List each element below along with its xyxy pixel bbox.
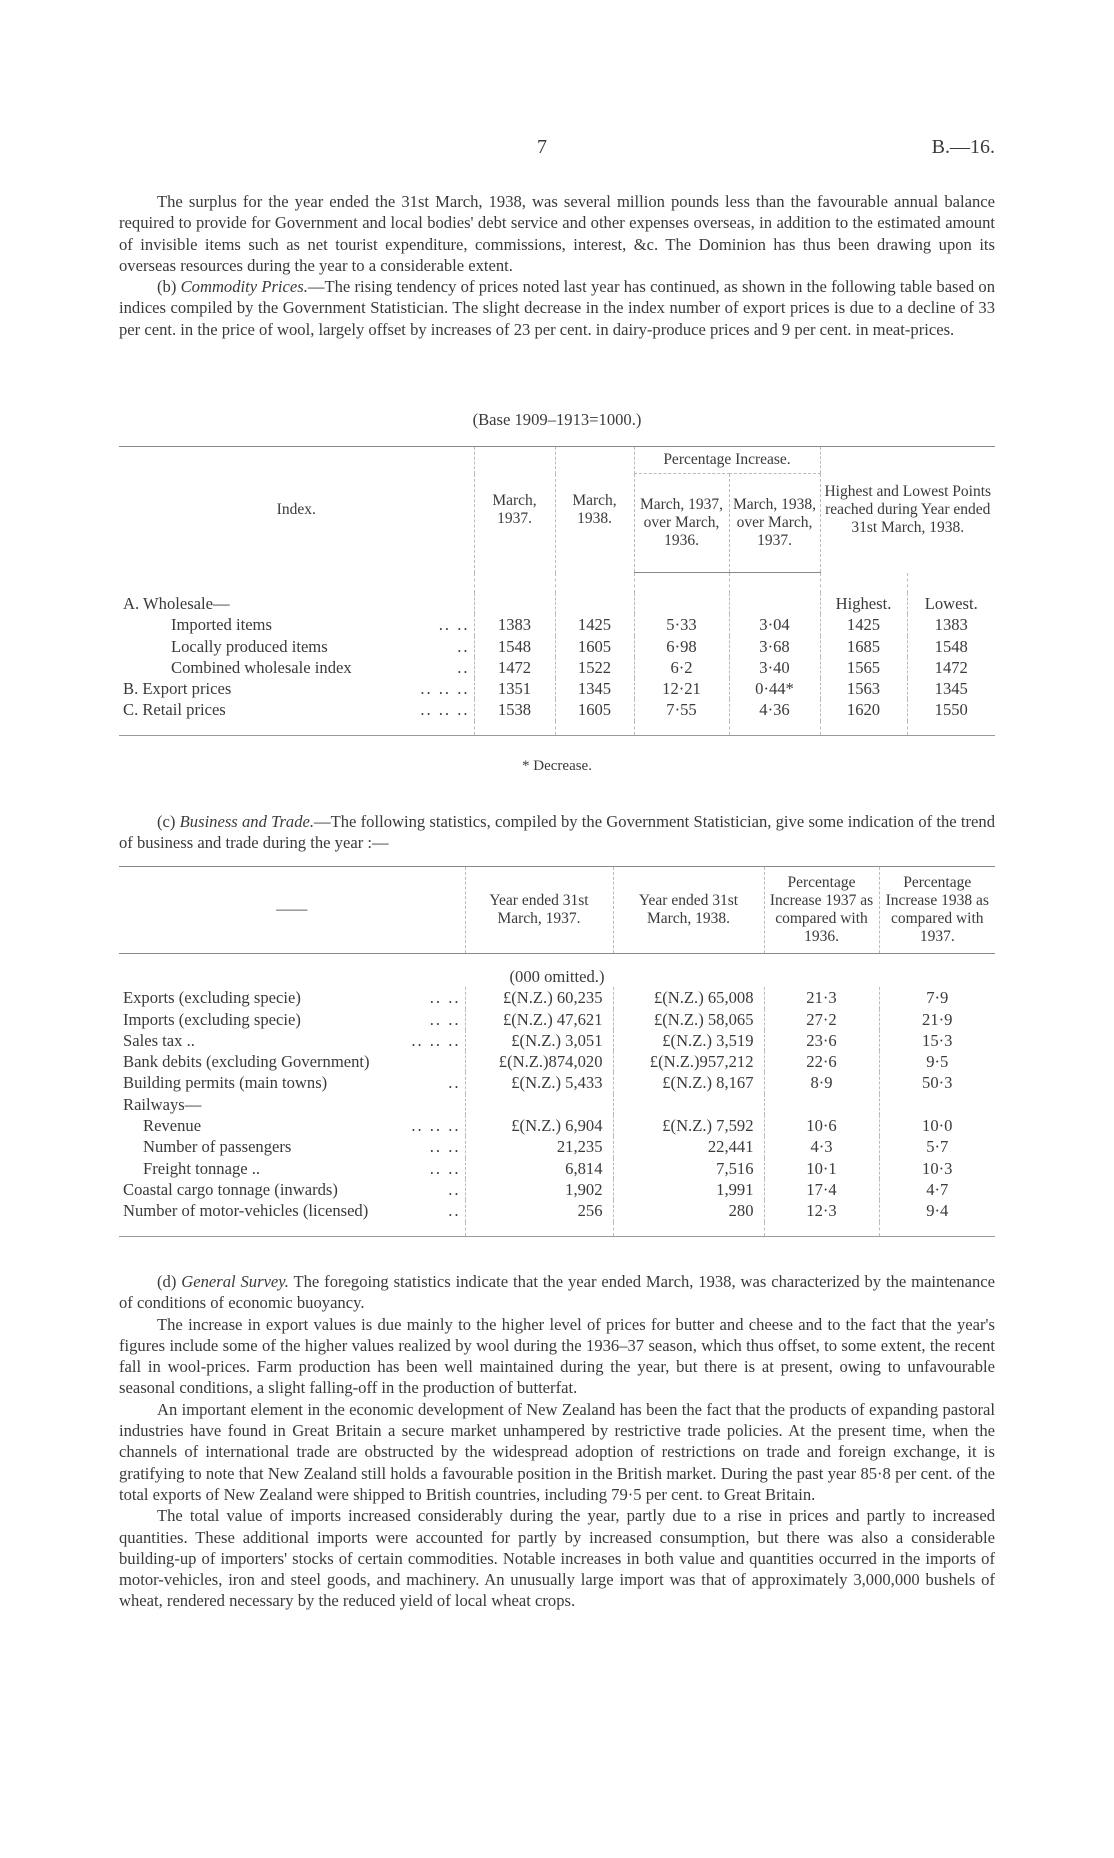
- leader-dots: .. ..: [429, 1137, 461, 1157]
- cell-value: 1605: [555, 699, 634, 720]
- table-row: [119, 1179, 995, 1200]
- cell-value: 22·6: [764, 1051, 879, 1072]
- table-row: [119, 657, 995, 678]
- cell-value: 10·6: [764, 1115, 879, 1136]
- cell-value: 1563: [820, 678, 907, 699]
- column-header-blank: ——: [119, 867, 465, 954]
- row-label-text: Railways—: [123, 1094, 202, 1114]
- cell-value: 9·5: [879, 1051, 995, 1072]
- cell-value: £(N.Z.) 47,621: [465, 1009, 613, 1030]
- row-label-text: Building permits (main towns): [123, 1073, 328, 1093]
- table-row: [119, 987, 995, 1008]
- row-label: [119, 1009, 465, 1030]
- cell-value: 7,516: [613, 1158, 764, 1179]
- cell-value: £(N.Z.) 5,433: [465, 1072, 613, 1093]
- table-row: [119, 699, 995, 720]
- subheader-lowest: Lowest.: [907, 593, 995, 614]
- row-label-text: Bank debits (excluding Government): [123, 1052, 370, 1072]
- page-header: [119, 136, 995, 160]
- cell-value: [465, 1094, 613, 1115]
- row-label: [119, 678, 474, 699]
- table-row: [119, 1030, 995, 1051]
- table-row: [119, 1094, 995, 1115]
- cell-value: £(N.Z.) 8,167: [613, 1072, 764, 1093]
- paragraph-general-survey: [119, 1271, 995, 1314]
- cell-value: 1383: [907, 614, 995, 635]
- cell-value: 1425: [555, 614, 634, 635]
- cell-value: [764, 1094, 879, 1115]
- leader-dots: ..: [448, 1179, 461, 1199]
- cell-value: 6·2: [634, 657, 729, 678]
- cell-value: £(N.Z.) 3,051: [465, 1030, 613, 1051]
- cell-value: 15·3: [879, 1030, 995, 1051]
- cell-value: 1548: [907, 636, 995, 657]
- row-label: [119, 1030, 465, 1051]
- table-caption: (Base 1909–1913=1000.): [472, 410, 642, 429]
- paragraph-export-values: The increase in export values is due mainly to the higher level of prices for butter and cheese and to the fact that the year's figures include some of the higher values realized by wool during the 1936–37 season, which thus offset, to some extent, the recent fall in wool-prices. Farm production has been well maintained during the year, but there is at present, owing to unfavourable seasonal conditions, a slight falling-off in the production of butterfat.: [119, 1314, 995, 1398]
- leader-dots: .. .. ..: [411, 1116, 461, 1136]
- row-label-text: Coastal cargo tonnage (inwards): [123, 1179, 338, 1199]
- leader-dots: .. ..: [438, 615, 470, 635]
- cell-value: 1,902: [465, 1179, 613, 1200]
- intro-section: [119, 191, 995, 340]
- row-label: [119, 1200, 465, 1221]
- row-label-text: Freight tonnage ..: [143, 1158, 261, 1178]
- cell-value: 3·04: [729, 614, 820, 635]
- leader-dots: ..: [448, 1201, 461, 1221]
- column-header-highest-lowest: Highest and Lowest Points reached during Year ended 31st March, 1938.: [820, 447, 995, 573]
- cell-value: 6,814: [465, 1158, 613, 1179]
- cell-value: 4·36: [729, 699, 820, 720]
- table-row: [119, 593, 995, 614]
- column-header-march-1938: March, 1938.: [555, 447, 634, 573]
- section-label: (d): [157, 1272, 177, 1291]
- cell-value: 1605: [555, 636, 634, 657]
- cell-value: 5·7: [879, 1136, 995, 1157]
- cell-value: 5·33: [634, 614, 729, 635]
- table-footnote: * Decrease.: [522, 758, 592, 774]
- units-note: (000 omitted.): [509, 967, 605, 986]
- business-trade-section: [119, 811, 995, 854]
- row-label: [119, 1115, 465, 1136]
- cell-value: 27·2: [764, 1009, 879, 1030]
- row-label-text: Number of motor-vehicles (licensed): [123, 1201, 369, 1221]
- cell-value: 10·1: [764, 1158, 879, 1179]
- cell-value: 7·9: [879, 987, 995, 1008]
- cell-value: 280: [613, 1200, 764, 1221]
- paragraph-text: —The following statistics, compiled by the Government Statistician, give some indication of the trend of business and trade during the year :—: [119, 812, 995, 853]
- row-label: [119, 657, 474, 678]
- cell-value: £(N.Z.) 7,592: [613, 1115, 764, 1136]
- row-label-text: Exports (excluding specie): [123, 988, 301, 1008]
- leader-dots: ..: [457, 657, 470, 677]
- cell-value: 1620: [820, 699, 907, 720]
- cell-value: 22,441: [613, 1136, 764, 1157]
- cell-value: 1548: [474, 636, 555, 657]
- table-row: [119, 1051, 995, 1072]
- row-label: [119, 987, 465, 1008]
- column-header-march-1937: March, 1937.: [474, 447, 555, 573]
- table-row: [119, 1136, 995, 1157]
- row-label: [119, 1072, 465, 1093]
- cell-value: 3·40: [729, 657, 820, 678]
- row-label-text: Revenue: [143, 1116, 202, 1136]
- cell-value: £(N.Z.) 58,065: [613, 1009, 764, 1030]
- table-row: [119, 678, 995, 699]
- section-title: Commodity Prices.: [180, 277, 308, 297]
- cell-value: 1550: [907, 699, 995, 720]
- price-index-table: [119, 446, 995, 736]
- column-header-pct-1937: Percentage Increase 1937 as compared with 1936.: [764, 867, 879, 954]
- cell-value: £(N.Z.) 3,519: [613, 1030, 764, 1051]
- leader-dots: .. .. ..: [420, 679, 470, 699]
- section-label: (c): [157, 812, 176, 831]
- cell-value: 12·21: [634, 678, 729, 699]
- cell-value: 23·6: [764, 1030, 879, 1051]
- column-header-percentage-increase: Percentage Increase.: [634, 447, 820, 474]
- cell-value: 1472: [907, 657, 995, 678]
- row-label: [119, 1094, 465, 1115]
- cell-value: 3·68: [729, 636, 820, 657]
- cell-value: 1345: [555, 678, 634, 699]
- cell-value: 1565: [820, 657, 907, 678]
- cell-value: 17·4: [764, 1179, 879, 1200]
- cell-value: 4·3: [764, 1136, 879, 1157]
- row-label: [119, 1179, 465, 1200]
- leader-dots: ..: [448, 1073, 461, 1093]
- row-label-text: Locally produced items: [171, 636, 328, 656]
- paragraph-commodity-prices: [119, 276, 995, 340]
- row-label-text: Combined wholesale index: [171, 657, 352, 677]
- table-row: [119, 1200, 995, 1221]
- row-label: [119, 1136, 465, 1157]
- row-label: [119, 1051, 465, 1072]
- section-title: General Survey.: [181, 1272, 289, 1291]
- cell-value: [613, 1094, 764, 1115]
- paragraph-text: —The rising tendency of prices noted last year has continued, as shown in the following table based on indices compiled by the Government Statistician. The slight decrease in the index number of export prices is due to a decline of 33 per cent. in the price of wool, largely offset by increases of 23 per cent. in dairy-produce prices and 9 per cent. in meat-prices.: [119, 277, 996, 339]
- cell-value: 10·3: [879, 1158, 995, 1179]
- column-header-pct-1937: March, 1937, over March, 1936.: [634, 474, 729, 573]
- row-label-text: Sales tax ..: [123, 1030, 195, 1050]
- leader-dots: .. ..: [429, 1009, 461, 1029]
- table-row: [119, 1115, 995, 1136]
- cell-value: 10·0: [879, 1115, 995, 1136]
- column-header-pct-1938: Percentage Increase 1938 as compared with 1937.: [879, 867, 995, 954]
- group-label: A. Wholesale—: [123, 594, 230, 613]
- row-label: [119, 636, 474, 657]
- table-row: [119, 1158, 995, 1179]
- row-label: [119, 699, 474, 720]
- cell-value: 1685: [820, 636, 907, 657]
- paragraph-surplus: The surplus for the year ended the 31st March, 1938, was several million pounds less than the favourable annual balance required to provide for Government and local bodies' debt service and other expenses overseas, in addition to the estimated amount of invisible items such as net tourist expenditure, commissions, interest, &c. The Dominion has thus been drawing upon its overseas resources during the year to a considerable extent.: [119, 192, 995, 275]
- cell-value: 1425: [820, 614, 907, 635]
- paragraph-british-market: An important element in the economic development of New Zealand has been the fact that the products of expanding pastoral industries have found in Great Britain a secure market unhampered by restrictive trade policies. At the present time, when the channels of international trade are obstructed by the widespread adoption of restrictions on trade and foreign exchange, it is gratifying to note that New Zealand still holds a favourable position in the British market. During the past year 85·8 per cent. of the total exports of New Zealand were shipped to British countries, including 79·5 per cent. to Great Britain.: [119, 1399, 995, 1504]
- section-title: Business and Trade.: [179, 812, 315, 831]
- row-label-text: Imports (excluding specie): [123, 1009, 301, 1029]
- cell-value: 1383: [474, 614, 555, 635]
- column-header-year-1938: Year ended 31st March, 1938.: [613, 867, 764, 954]
- leader-dots: .. .. ..: [420, 700, 470, 720]
- cell-value: 1522: [555, 657, 634, 678]
- subheader-highest: Highest.: [820, 593, 907, 614]
- cell-value: 21·9: [879, 1009, 995, 1030]
- column-header-index: Index.: [276, 500, 316, 518]
- cell-value: [879, 1094, 995, 1115]
- cell-value: £(N.Z.)874,020: [465, 1051, 613, 1072]
- cell-value: 1538: [474, 699, 555, 720]
- cell-value: 6·98: [634, 636, 729, 657]
- leader-dots: .. .. ..: [411, 1030, 461, 1050]
- cell-value: £(N.Z.) 6,904: [465, 1115, 613, 1136]
- cell-value: 0·44*: [729, 678, 820, 699]
- paragraph-business-trade: [119, 811, 995, 854]
- cell-value: 256: [465, 1200, 613, 1221]
- row-label: [119, 1158, 465, 1179]
- row-label-text: Imported items: [171, 615, 272, 635]
- table-row: [119, 1072, 995, 1093]
- cell-value: £(N.Z.) 60,235: [465, 987, 613, 1008]
- row-label-text: B. Export prices: [123, 679, 232, 699]
- document-reference: B.—16.: [931, 136, 995, 158]
- column-header-year-1937: Year ended 31st March, 1937.: [465, 867, 613, 954]
- leader-dots: ..: [457, 636, 470, 656]
- section-label: (b): [157, 277, 177, 297]
- table-row: [119, 614, 995, 635]
- leader-dots: .. ..: [429, 1158, 461, 1178]
- leader-dots: .. ..: [429, 988, 461, 1008]
- cell-value: 1345: [907, 678, 995, 699]
- business-trade-table: [119, 866, 995, 1237]
- page-number: 7: [537, 136, 547, 158]
- cell-value: 1472: [474, 657, 555, 678]
- table-row: [119, 636, 995, 657]
- cell-value: £(N.Z.)957,212: [613, 1051, 764, 1072]
- general-survey-section: [119, 1271, 995, 1612]
- row-label: [119, 614, 474, 635]
- column-header-pct-1938: March, 1938, over March, 1937.: [729, 474, 820, 573]
- cell-value: 21,235: [465, 1136, 613, 1157]
- row-label-text: C. Retail prices: [123, 700, 226, 720]
- cell-value: 4·7: [879, 1179, 995, 1200]
- table-row: [119, 1009, 995, 1030]
- row-label-text: Number of passengers: [143, 1137, 292, 1157]
- cell-value: 8·9: [764, 1072, 879, 1093]
- cell-value: 9·4: [879, 1200, 995, 1221]
- paragraph-imports: The total value of imports increased considerably during the year, partly due to a rise in prices and partly to increased quantities. These additional imports were accounted for partly by increased consumption, but there was also a considerable building-up of importers' stocks of certain commodities. Notable increases in both value and quantities occurred in the imports of motor-vehicles, iron and steel goods, and machinery. An unusually large import was that of approximately 3,000,000 bushels of wheat, rendered necessary by the reduced yield of local wheat crops.: [119, 1506, 995, 1611]
- cell-value: £(N.Z.) 65,008: [613, 987, 764, 1008]
- cell-value: 21·3: [764, 987, 879, 1008]
- cell-value: 1351: [474, 678, 555, 699]
- cell-value: 50·3: [879, 1072, 995, 1093]
- cell-value: 1,991: [613, 1179, 764, 1200]
- cell-value: 7·55: [634, 699, 729, 720]
- paragraph-text: The foregoing statistics indicate that the year ended March, 1938, was characterized by the maintenance of conditions of economic buoyancy.: [119, 1272, 996, 1313]
- cell-value: 12·3: [764, 1200, 879, 1221]
